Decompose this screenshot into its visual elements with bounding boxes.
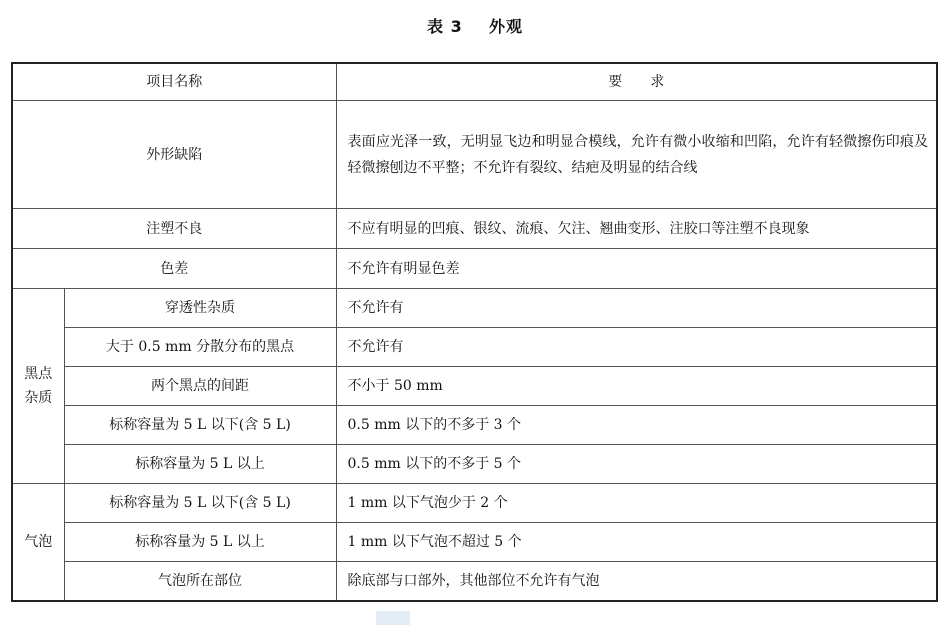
watermark-mark — [376, 611, 410, 625]
appearance-table — [11, 62, 938, 602]
table-row — [12, 289, 937, 328]
requirement-bubble-2: 除底部与口部外，其他部位不允许有气泡 — [336, 562, 937, 602]
table-row — [12, 445, 937, 484]
table-row — [12, 406, 937, 445]
requirement-bubble-1: 1 mm 以下气泡不超过 5 个 — [336, 523, 937, 562]
item-black-spot-3: 标称容量为 5 L 以下(含 5 L) — [64, 406, 336, 445]
table-row — [12, 328, 937, 367]
header-item-name: 项目名称 — [12, 63, 336, 101]
group-bubble: 气泡 — [12, 484, 64, 602]
item-bubble-1: 标称容量为 5 L 以上 — [64, 523, 336, 562]
requirement-bubble-0: 1 mm 以下气泡少于 2 个 — [336, 484, 937, 523]
requirement-black-spot-3: 0.5 mm 以下的不多于 3 个 — [336, 406, 937, 445]
requirement-black-spot-1: 不允许有 — [336, 328, 937, 367]
table-title: 表 3 外观 — [427, 17, 523, 36]
requirement-black-spot-4: 0.5 mm 以下的不多于 5 个 — [336, 445, 937, 484]
requirement-black-spot-0: 不允许有 — [336, 289, 937, 328]
item-black-spot-2: 两个黑点的间距 — [64, 367, 336, 406]
header-requirement: 要 求 — [336, 63, 937, 101]
group-black-spot-line2: 杂质 — [24, 390, 53, 406]
item-bubble-2: 气泡所在部位 — [64, 562, 336, 602]
item-bubble-0: 标称容量为 5 L 以下(含 5 L) — [64, 484, 336, 523]
table-row — [12, 523, 937, 562]
table-row — [12, 484, 937, 523]
item-black-spot-1: 大于 0.5 mm 分散分布的黑点 — [64, 328, 336, 367]
item-molding-defect: 注塑不良 — [12, 209, 336, 249]
table-row — [12, 209, 937, 249]
group-black-spot — [12, 289, 64, 484]
table-row — [12, 367, 937, 406]
table-row — [12, 562, 937, 602]
table-row — [12, 101, 937, 209]
item-black-spot-0: 穿透性杂质 — [64, 289, 336, 328]
item-black-spot-4: 标称容量为 5 L 以上 — [64, 445, 336, 484]
item-shape-defect: 外形缺陷 — [12, 101, 336, 209]
table-row — [12, 249, 937, 289]
requirement-color-diff: 不允许有明显色差 — [336, 249, 937, 289]
table-header-row — [12, 63, 937, 101]
item-color-diff: 色差 — [12, 249, 336, 289]
requirement-molding-defect: 不应有明显的凹痕、银纹、流痕、欠注、翘曲变形、注胶口等注塑不良现象 — [336, 209, 937, 249]
group-black-spot-line1: 黑点 — [24, 366, 53, 382]
requirement-black-spot-2: 不小于 50 mm — [336, 367, 937, 406]
requirement-shape-defect: 表面应光泽一致，无明显飞边和明显合模线，允许有微小收缩和凹陷，允许有轻微擦伤印痕及轻微擦刨边不平整；不允许有裂纹、结疤及明显的结合线 — [336, 101, 937, 209]
